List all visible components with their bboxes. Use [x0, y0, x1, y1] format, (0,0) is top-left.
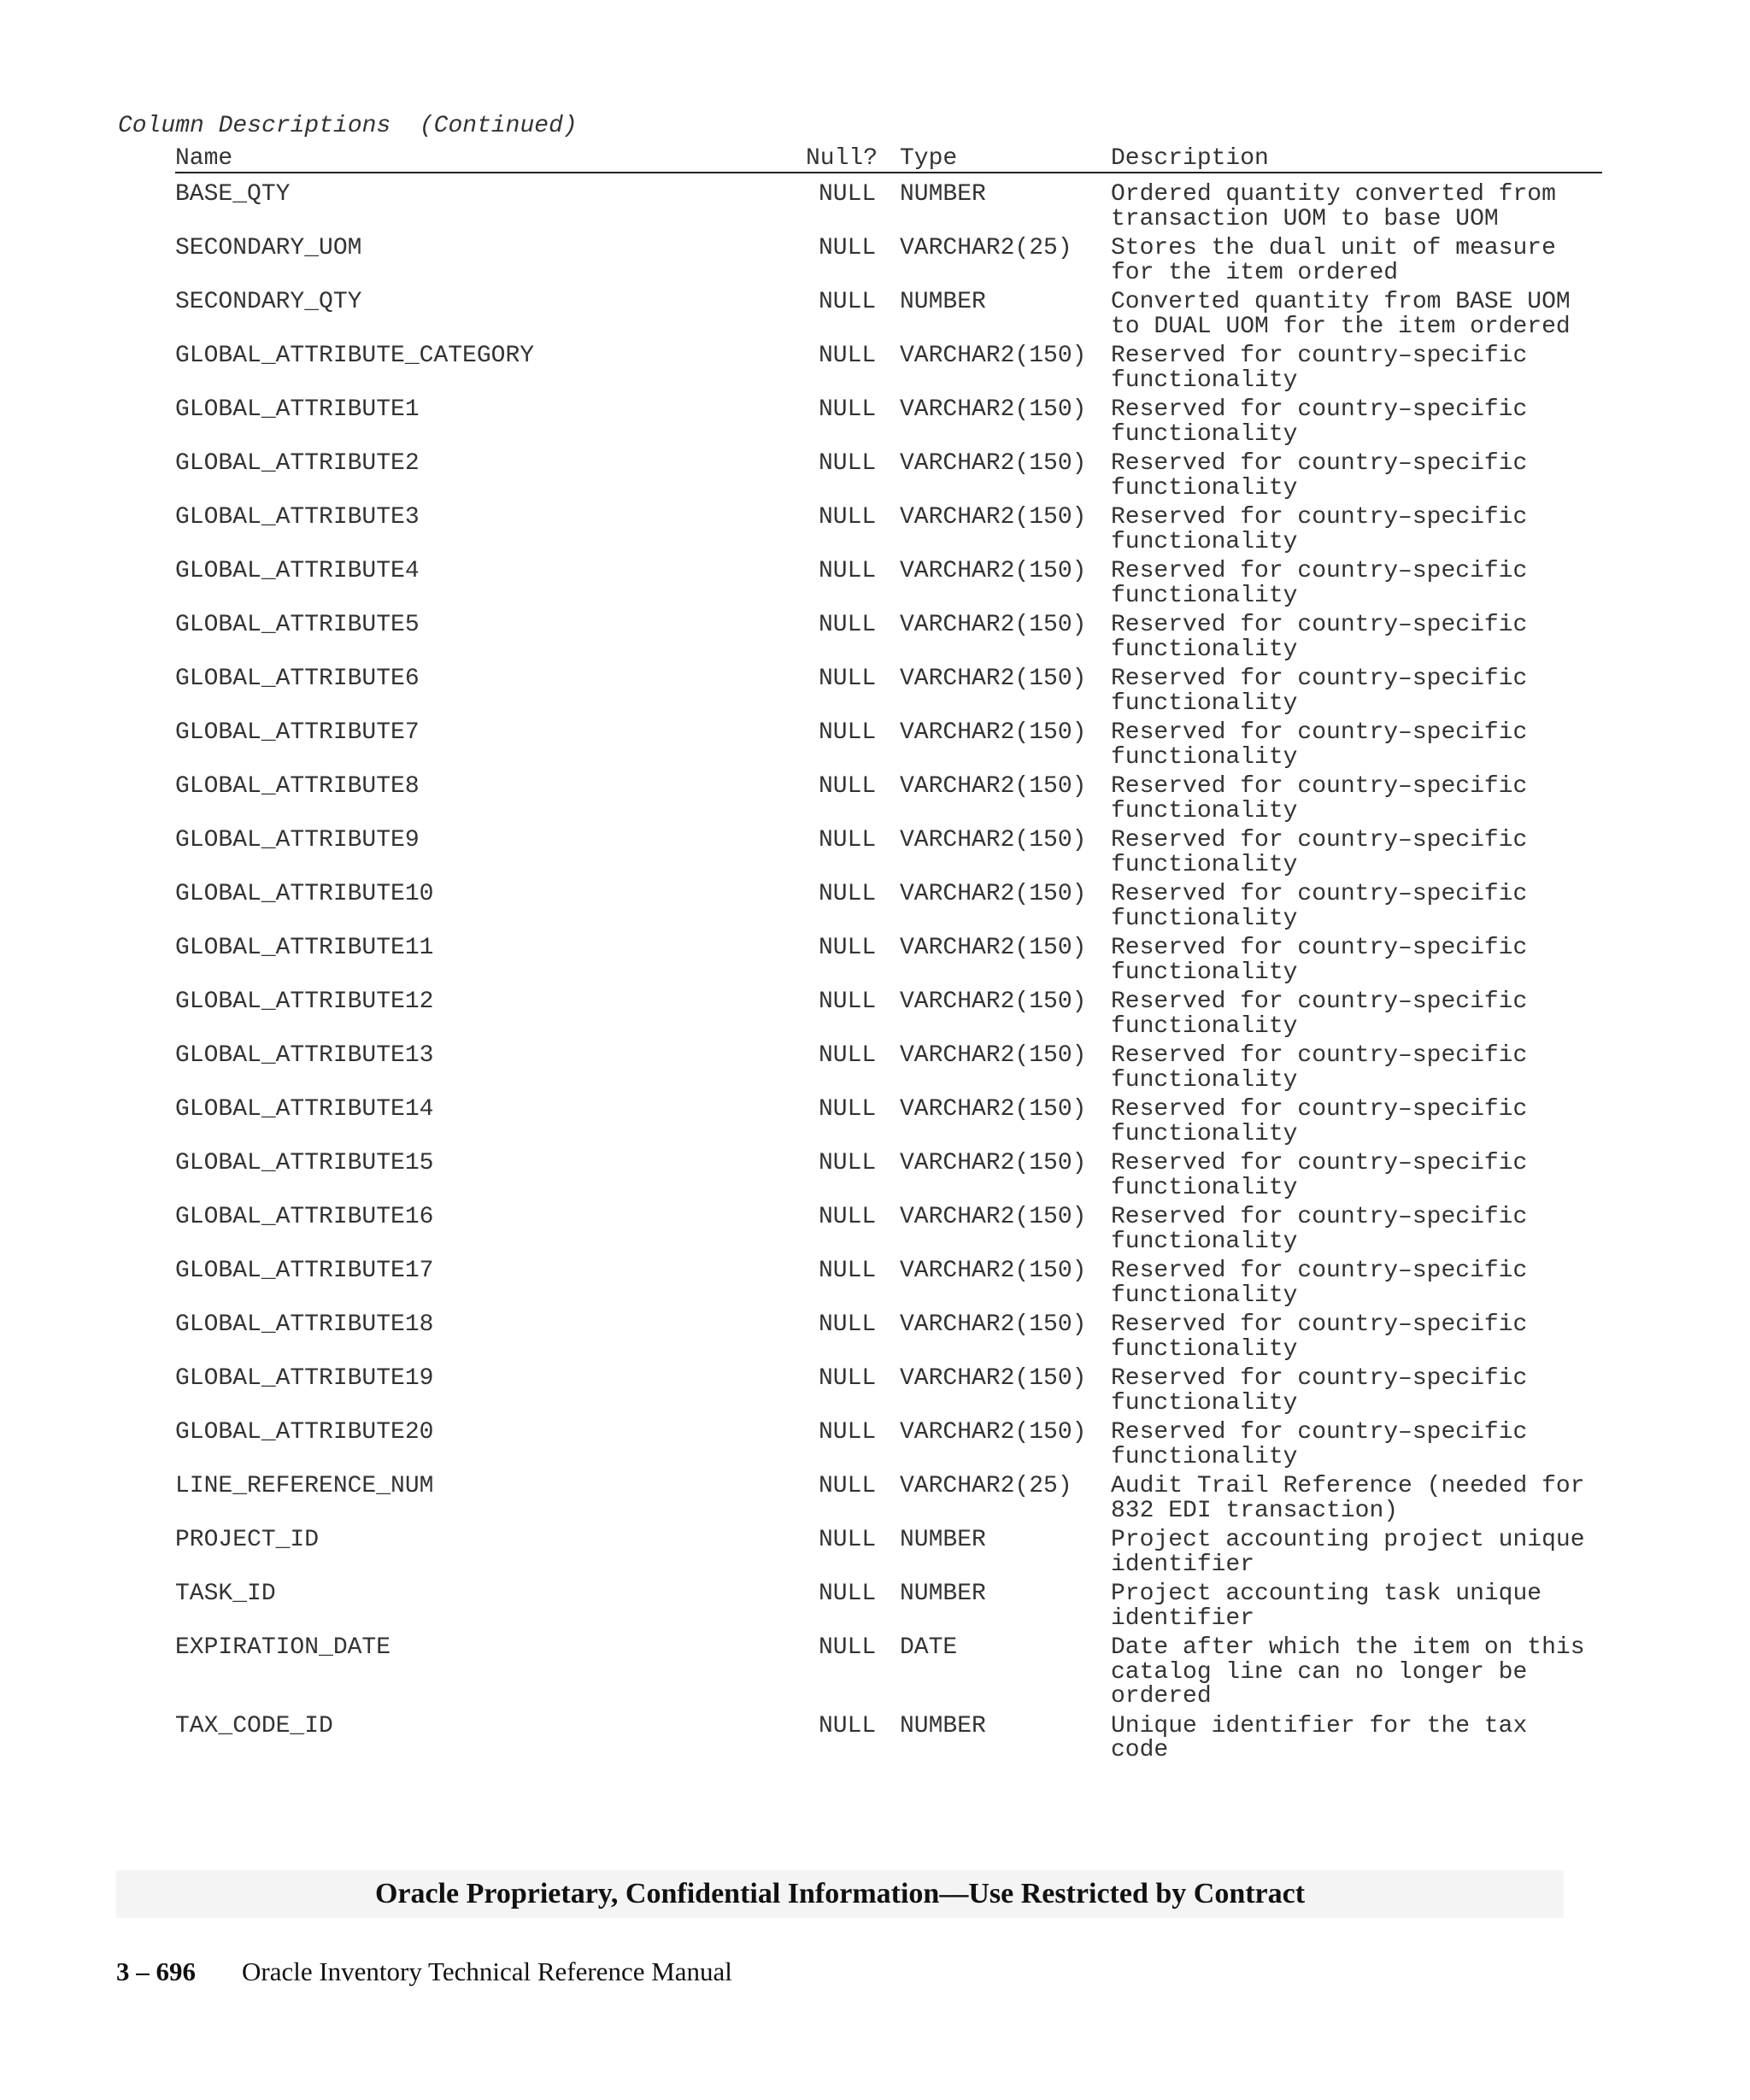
type-cell: VARCHAR2(25) [900, 235, 1072, 261]
description-cell: Reserved for country–specific functionality [1111, 1365, 1528, 1417]
section-title: Column Descriptions (Continued) [118, 113, 578, 139]
column-name-cell: GLOBAL_ATTRIBUTE8 [175, 773, 420, 800]
column-name-cell: GLOBAL_ATTRIBUTE_CATEGORY [175, 343, 535, 369]
column-name-cell: GLOBAL_ATTRIBUTE2 [175, 450, 420, 477]
description-cell: Reserved for country–specific functionality [1111, 827, 1528, 878]
description-cell: Reserved for country–specific functionality [1111, 1096, 1528, 1147]
table-row [0, 721, 1750, 770]
table-row [0, 1367, 1750, 1416]
null-cell: NULL [819, 1042, 877, 1069]
description-cell: Converted quantity from BASE UOM to DUAL UOM for the item ordered [1111, 289, 1571, 340]
description-cell: Stores the dual unit of measure for the item ordered [1111, 235, 1556, 286]
null-cell: NULL [819, 1712, 877, 1739]
null-cell: NULL [819, 988, 877, 1015]
column-name-cell: GLOBAL_ATTRIBUTE15 [175, 1150, 434, 1176]
table-row [0, 1044, 1750, 1093]
type-cell: DATE [900, 1634, 958, 1661]
column-name-cell: GLOBAL_ATTRIBUTE7 [175, 719, 420, 746]
null-cell: NULL [819, 504, 877, 531]
column-name-cell: GLOBAL_ATTRIBUTE4 [175, 558, 420, 584]
type-cell: VARCHAR2(150) [900, 1258, 1087, 1284]
column-name-cell: TASK_ID [175, 1581, 276, 1607]
null-cell: NULL [819, 235, 877, 261]
type-cell: NUMBER [900, 1527, 986, 1553]
column-name-cell: GLOBAL_ATTRIBUTE20 [175, 1419, 434, 1446]
type-cell: NUMBER [900, 181, 986, 208]
type-cell: VARCHAR2(25) [900, 1473, 1072, 1499]
description-cell: Reserved for country–specific functionality [1111, 343, 1528, 394]
description-cell: Reserved for country–specific functionality [1111, 504, 1528, 555]
description-cell: Reserved for country–specific functionality [1111, 719, 1528, 771]
column-name-cell: GLOBAL_ATTRIBUTE11 [175, 935, 434, 961]
table-row [0, 1205, 1750, 1254]
page-number: 3 – 696 [116, 1956, 196, 1986]
null-cell: NULL [819, 1311, 877, 1338]
description-cell: Project accounting project unique identifier [1111, 1527, 1585, 1578]
null-cell: NULL [819, 935, 877, 961]
description-cell: Reserved for country–specific functionality [1111, 558, 1528, 609]
null-cell: NULL [819, 396, 877, 423]
column-header-description: Description [1111, 145, 1269, 172]
description-cell: Reserved for country–specific functionality [1111, 881, 1528, 932]
column-name-cell: SECONDARY_QTY [175, 289, 362, 315]
table-row [0, 1098, 1750, 1147]
type-cell: VARCHAR2(150) [900, 719, 1087, 746]
type-cell: VARCHAR2(150) [900, 827, 1087, 853]
description-cell: Ordered quantity converted from transaction UOM to base UOM [1111, 181, 1556, 232]
type-cell: VARCHAR2(150) [900, 1419, 1087, 1446]
description-cell: Reserved for country–specific functionality [1111, 773, 1528, 824]
column-name-cell: GLOBAL_ATTRIBUTE6 [175, 666, 420, 692]
type-cell: VARCHAR2(150) [900, 881, 1087, 907]
confidential-banner [116, 1870, 1564, 1918]
table-row [0, 560, 1750, 608]
table-row [0, 398, 1750, 447]
table-row [0, 1582, 1750, 1631]
description-cell: Reserved for country–specific functionality [1111, 1204, 1528, 1255]
null-cell: NULL [819, 612, 877, 638]
type-cell: VARCHAR2(150) [900, 1096, 1087, 1123]
null-cell: NULL [819, 1634, 877, 1661]
type-cell: VARCHAR2(150) [900, 504, 1087, 531]
description-cell: Audit Trail Reference (needed for 832 EDI transaction) [1111, 1473, 1585, 1524]
type-cell: VARCHAR2(150) [900, 666, 1087, 692]
table-row [0, 1259, 1750, 1308]
null-cell: NULL [819, 1150, 877, 1176]
column-name-cell: TAX_CODE_ID [175, 1712, 333, 1739]
type-cell: VARCHAR2(150) [900, 612, 1087, 638]
banner-text: Oracle Proprietary, Confidential Information––Use Restricted by Contract [374, 1878, 1306, 1909]
column-name-cell: GLOBAL_ATTRIBUTE14 [175, 1096, 434, 1123]
column-header-type: Type [900, 145, 958, 172]
description-cell: Reserved for country–specific functionality [1111, 1042, 1528, 1094]
description-cell: Reserved for country–specific functionality [1111, 988, 1528, 1040]
column-name-cell: GLOBAL_ATTRIBUTE13 [175, 1042, 434, 1069]
null-cell: NULL [819, 1365, 877, 1392]
description-cell: Reserved for country–specific functionality [1111, 1258, 1528, 1309]
null-cell: NULL [819, 1419, 877, 1446]
type-cell: VARCHAR2(150) [900, 1365, 1087, 1392]
column-header-null: Null? [806, 145, 878, 172]
null-cell: NULL [819, 1258, 877, 1284]
null-cell: NULL [819, 181, 877, 208]
type-cell: VARCHAR2(150) [900, 450, 1087, 477]
description-cell: Reserved for country–specific functionality [1111, 935, 1528, 986]
column-name-cell: GLOBAL_ATTRIBUTE5 [175, 612, 420, 638]
table-row [0, 452, 1750, 501]
type-cell: VARCHAR2(150) [900, 1204, 1087, 1230]
table-row [0, 344, 1750, 393]
type-cell: VARCHAR2(150) [900, 343, 1087, 369]
description-cell: Reserved for country–specific functionality [1111, 1311, 1528, 1363]
column-name-cell: GLOBAL_ATTRIBUTE9 [175, 827, 420, 853]
type-cell: VARCHAR2(150) [900, 396, 1087, 423]
null-cell: NULL [819, 719, 877, 746]
type-cell: VARCHAR2(150) [900, 935, 1087, 961]
null-cell: NULL [819, 1473, 877, 1499]
column-name-cell: EXPIRATION_DATE [175, 1634, 391, 1661]
table-row [0, 1636, 1750, 1710]
table-row [0, 883, 1750, 931]
null-cell: NULL [819, 666, 877, 692]
null-cell: NULL [819, 558, 877, 584]
null-cell: NULL [819, 1527, 877, 1553]
null-cell: NULL [819, 1204, 877, 1230]
type-cell: VARCHAR2(150) [900, 558, 1087, 584]
table-row [0, 290, 1750, 339]
type-cell: NUMBER [900, 289, 986, 315]
column-name-cell: GLOBAL_ATTRIBUTE12 [175, 988, 434, 1015]
type-cell: VARCHAR2(150) [900, 773, 1087, 800]
column-name-cell: GLOBAL_ATTRIBUTE19 [175, 1365, 434, 1392]
description-cell: Reserved for country–specific functionality [1111, 666, 1528, 717]
header-rule [175, 172, 1602, 173]
column-name-cell: PROJECT_ID [175, 1527, 320, 1553]
null-cell: NULL [819, 1096, 877, 1123]
table-row [0, 1528, 1750, 1577]
description-cell: Project accounting task unique identifier [1111, 1581, 1542, 1632]
description-cell: Date after which the item on this catalog line can no longer be ordered [1111, 1634, 1585, 1710]
column-name-cell: GLOBAL_ATTRIBUTE1 [175, 396, 420, 423]
table-row [0, 1475, 1750, 1523]
column-name-cell: GLOBAL_ATTRIBUTE18 [175, 1311, 434, 1338]
table-row [0, 237, 1750, 285]
description-cell: Reserved for country–specific functionality [1111, 612, 1528, 663]
column-name-cell: GLOBAL_ATTRIBUTE3 [175, 504, 420, 531]
description-cell: Unique identifier for the tax code [1111, 1712, 1528, 1763]
column-header-name: Name [175, 145, 233, 172]
type-cell: VARCHAR2(150) [900, 1311, 1087, 1338]
table-row [0, 829, 1750, 877]
table-row [0, 936, 1750, 985]
table-row [0, 1421, 1750, 1469]
type-cell: VARCHAR2(150) [900, 988, 1087, 1015]
null-cell: NULL [819, 881, 877, 907]
table-row [0, 1152, 1750, 1200]
description-cell: Reserved for country–specific functionality [1111, 396, 1528, 448]
null-cell: NULL [819, 827, 877, 853]
table-row [0, 667, 1750, 716]
null-cell: NULL [819, 343, 877, 369]
table-row [0, 613, 1750, 662]
column-name-cell: GLOBAL_ATTRIBUTE17 [175, 1258, 434, 1284]
column-table [0, 183, 1750, 1769]
table-row [0, 506, 1750, 554]
table-row [0, 1712, 1750, 1763]
type-cell: VARCHAR2(150) [900, 1150, 1087, 1176]
null-cell: NULL [819, 773, 877, 800]
description-cell: Reserved for country–specific functionality [1111, 1419, 1528, 1470]
null-cell: NULL [819, 289, 877, 315]
description-cell: Reserved for country–specific functionality [1111, 450, 1528, 502]
description-cell: Reserved for country–specific functionality [1111, 1150, 1528, 1201]
column-name-cell: BASE_QTY [175, 181, 291, 208]
null-cell: NULL [819, 450, 877, 477]
column-name-cell: GLOBAL_ATTRIBUTE10 [175, 881, 434, 907]
table-row [0, 1313, 1750, 1362]
table-row [0, 990, 1750, 1039]
table-row [0, 775, 1750, 824]
null-cell: NULL [819, 1581, 877, 1607]
type-cell: NUMBER [900, 1581, 986, 1607]
column-name-cell: GLOBAL_ATTRIBUTE16 [175, 1204, 434, 1230]
type-cell: NUMBER [900, 1712, 986, 1739]
type-cell: VARCHAR2(150) [900, 1042, 1087, 1069]
column-name-cell: LINE_REFERENCE_NUM [175, 1473, 434, 1499]
column-name-cell: SECONDARY_UOM [175, 235, 362, 261]
table-row [0, 183, 1750, 232]
book-title: Oracle Inventory Technical Reference Manual [242, 1956, 732, 1986]
